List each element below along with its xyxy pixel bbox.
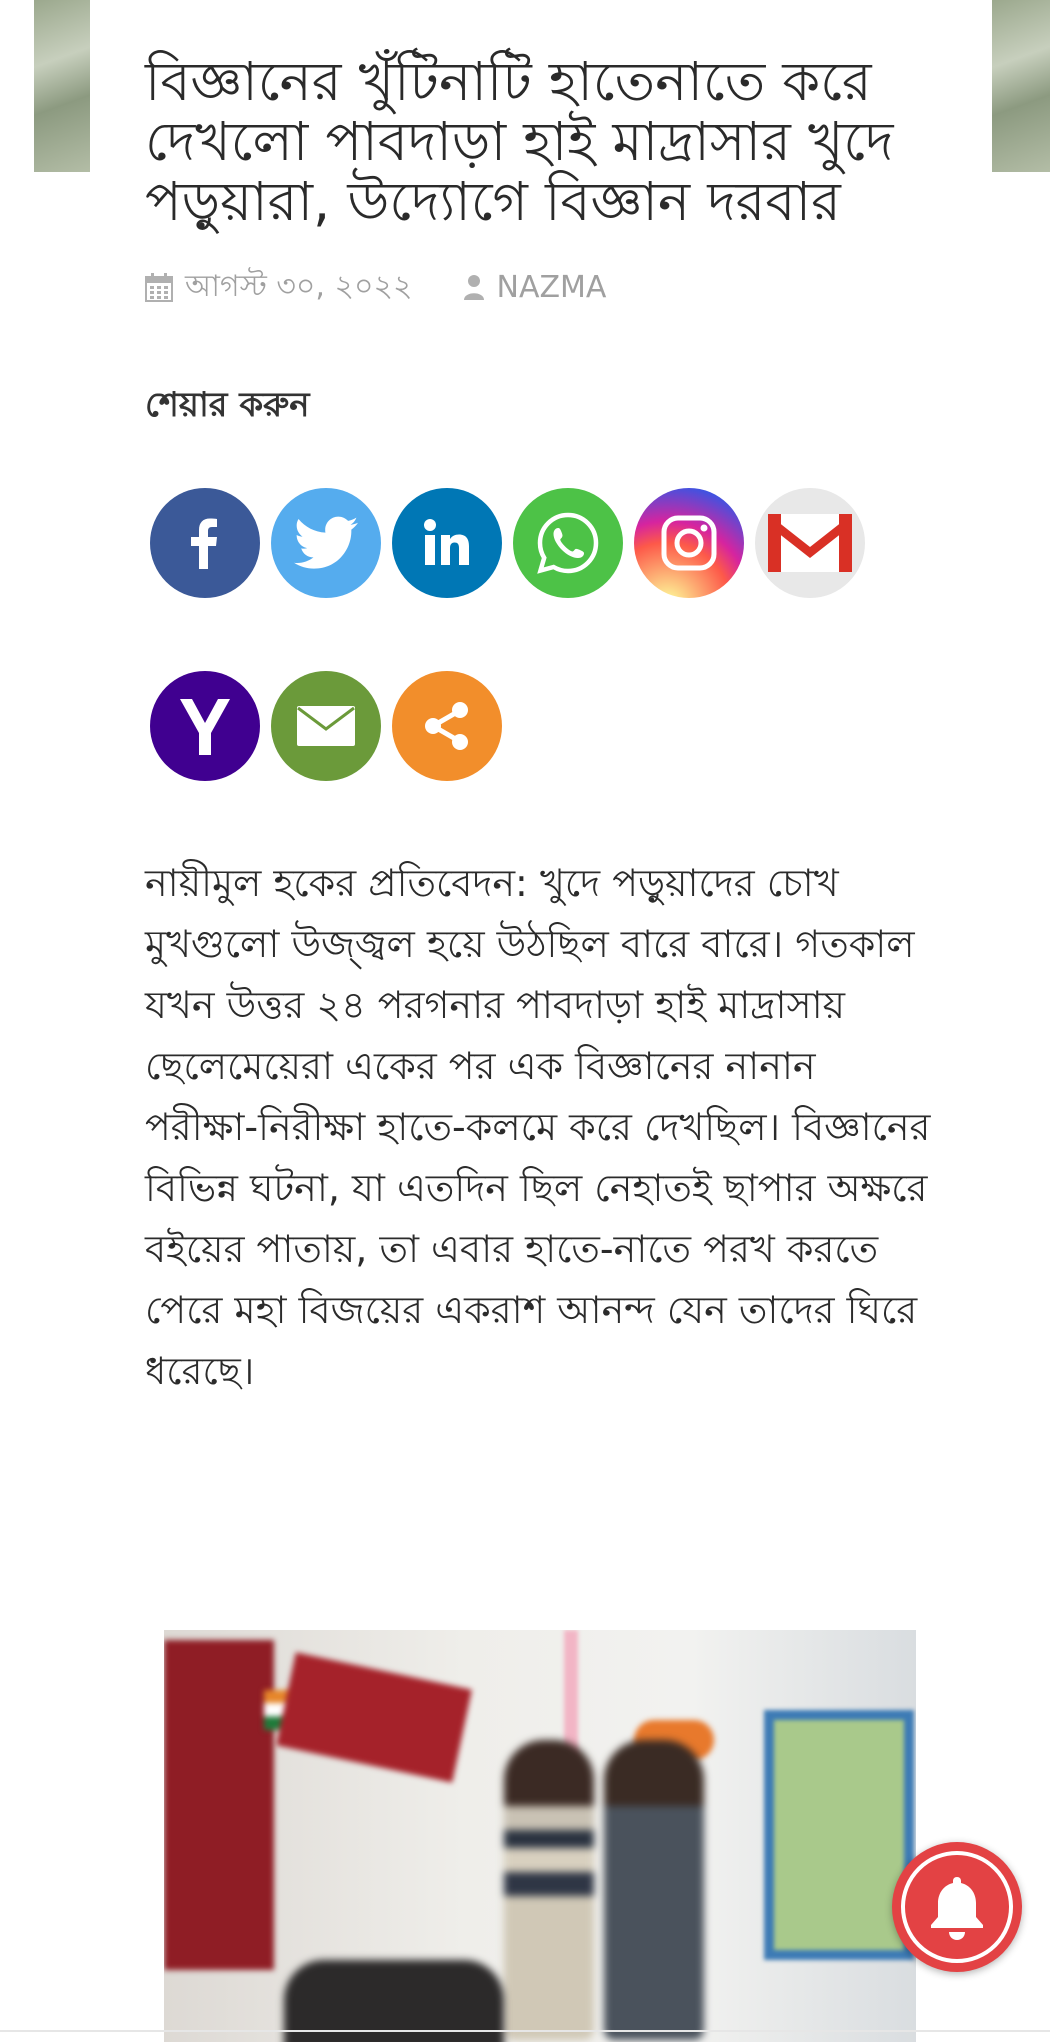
instagram-share-button[interactable] — [634, 488, 744, 598]
yahoo-share-button[interactable] — [150, 671, 260, 781]
article-content — [145, 52, 965, 1402]
email-icon — [296, 705, 356, 747]
gmail-icon — [765, 511, 855, 575]
email-share-button[interactable] — [271, 671, 381, 781]
gmail-share-button[interactable] — [755, 488, 865, 598]
author-meta[interactable] — [463, 270, 607, 305]
twitter-share-button[interactable] — [271, 488, 381, 598]
notification-bell-ring — [901, 1851, 1013, 1963]
linkedin-share-button[interactable] — [392, 488, 502, 598]
user-icon — [463, 273, 485, 301]
facebook-icon — [175, 513, 235, 573]
photo-person-one — [504, 1740, 594, 2040]
instagram-icon — [657, 511, 721, 575]
whatsapp-icon — [534, 509, 602, 577]
photo-window — [764, 1710, 914, 1960]
article-photo — [164, 1630, 916, 2042]
whatsapp-share-button[interactable] — [513, 488, 623, 598]
background-right — [992, 0, 1050, 172]
yahoo-icon — [175, 691, 235, 761]
article-date: আগস্ট ৩০, ২০২২ — [185, 268, 413, 304]
twitter-icon — [294, 516, 358, 570]
share-buttons — [145, 488, 910, 781]
share-icon — [419, 698, 475, 754]
notification-bell-button[interactable] — [892, 1842, 1022, 1972]
facebook-share-button[interactable] — [150, 488, 260, 598]
linkedin-icon — [417, 513, 477, 573]
article-meta — [145, 267, 965, 307]
calendar-icon — [145, 272, 173, 302]
share-heading: শেয়ার করুন — [145, 385, 310, 425]
article-body: নায়ীমুল হকের প্রতিবেদন: খুদে পড়ুয়াদের চোখ মুখগুলো উজ্জ্বল হয়ে উঠছিল বারে বারে। গতকাল যখন উত্তর ২৪ পরগনার পাবদাড়া হাই মাদ্রাসায় ছেলেমেয়েরা একের পর এক বিজ্ঞানের নানান পরীক্ষা-নিরীক্ষা হাতে-কলমে করে দেখছিল। বিজ্ঞানের বিভিন্ন ঘটনা, যা এতদিন ছিল নেহাতই ছাপার অক্ষরে বইয়ের পাতায়, তা এবার হাতে-নাতে পরখ করতে পেরে মহা বিজয়ের একরাশ আনন্দ যেন তাদের ঘিরে ধরেছে। — [145, 861, 931, 1393]
article-title: বিজ্ঞানের খুঁটিনাটি হাতেনাতে করে দেখলো পাবদাড়া হাই মাদ্রাসার খুদে পড়ুয়ারা, উদ্যোগে বিজ্ঞান দরবার — [145, 50, 894, 233]
bell-icon — [925, 1873, 989, 1941]
bottom-divider — [0, 2030, 1050, 2032]
photo-banner-center — [276, 1652, 472, 1782]
photo-person-two — [604, 1740, 704, 2040]
photo-banner-left — [164, 1640, 274, 1970]
more-share-button[interactable] — [392, 671, 502, 781]
article-author: NAZMA — [496, 269, 607, 305]
background-left — [34, 0, 90, 172]
date-meta[interactable] — [145, 262, 413, 313]
